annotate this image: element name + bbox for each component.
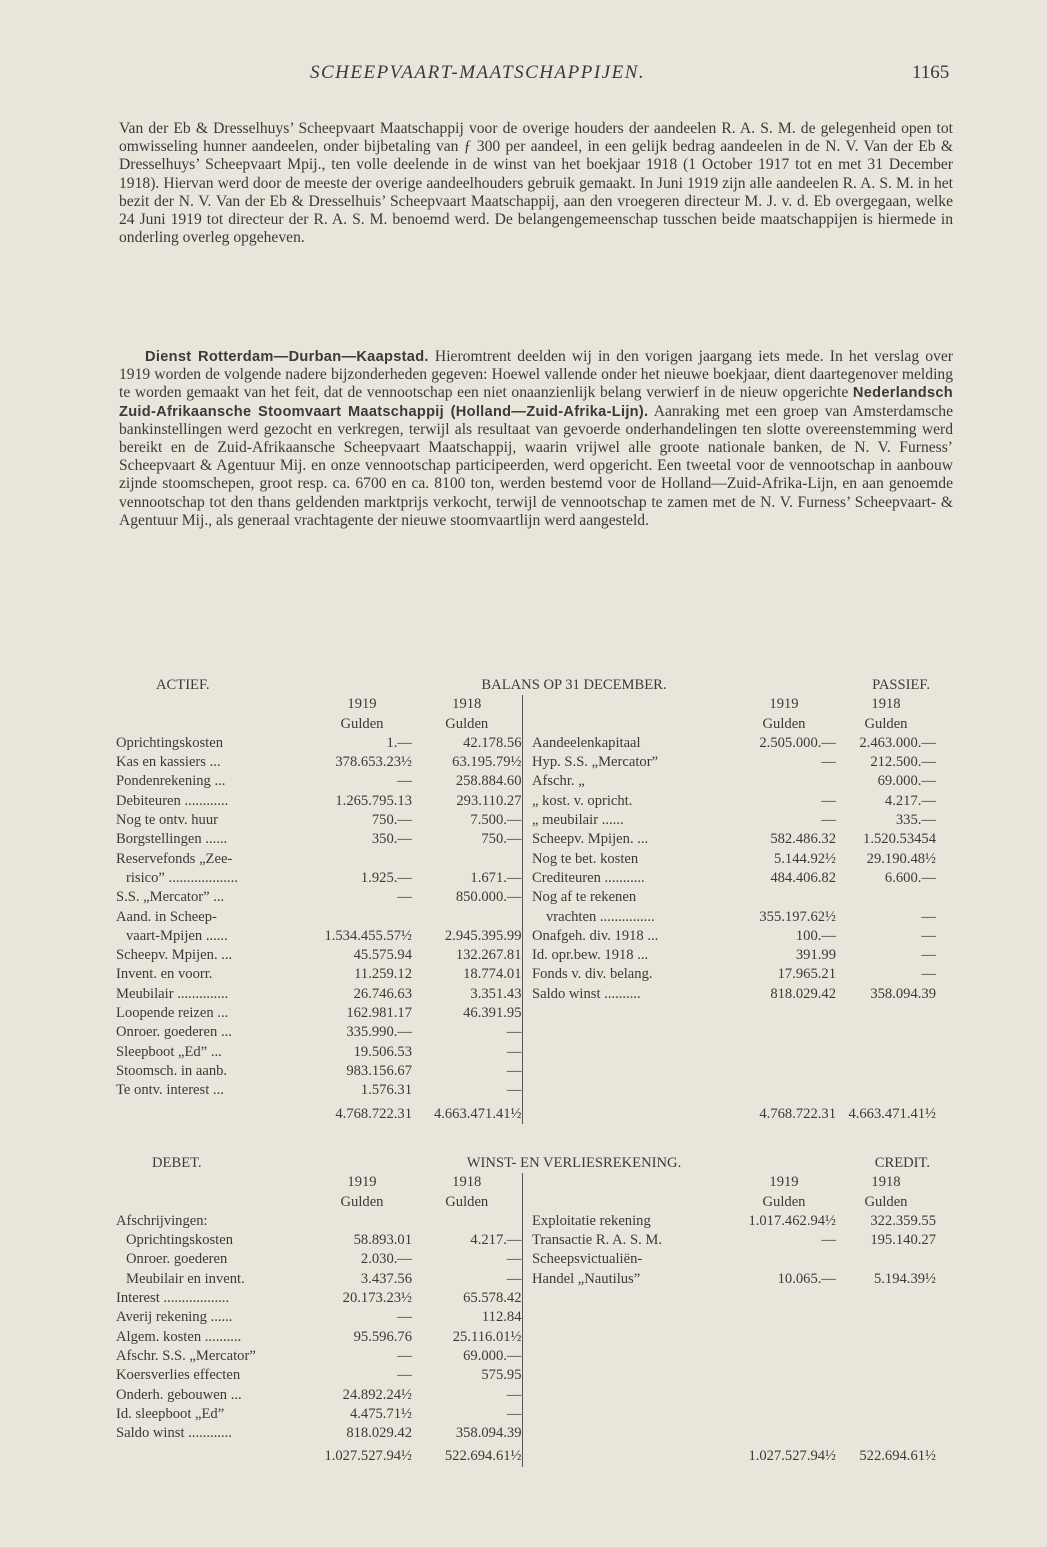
value-cell: 212.500.— [870,754,936,771]
row-label-left: Interest .................. [116,1290,230,1307]
column-divider [522,772,532,791]
value-cell: 5.194.39½ [873,1270,936,1287]
row-label-left: vaart-Mpijen ...... [126,927,228,944]
value-cell: — [506,1270,522,1287]
value-cell [732,1328,836,1347]
column-divider [522,965,532,984]
value-cell: 818.029.42 [346,1425,412,1442]
row-label-right: „ meubilair ...... [532,812,624,829]
value-cell: 45.575.94 [353,947,412,964]
row-label-left: Afschr. S.S. „Mercator” [116,1347,256,1364]
row-label-right: Handel „Nautilus” [532,1270,641,1287]
value-cell [732,1405,836,1424]
row-label-left: Borgstellingen ...... [116,831,228,848]
year-1918: 1918 [871,696,901,713]
value-cell [836,1289,936,1308]
unit-header-row [116,1193,936,1212]
column-divider [522,1289,532,1308]
row-label-left: Meubilair .............. [116,985,229,1002]
row-label-left: Scheepv. Mpijen. ... [116,947,233,964]
value-cell: 29.190.48½ [866,850,936,867]
value-cell: 2.030.— [360,1251,412,1268]
value-cell: 42.178.56 [463,734,522,751]
row-label-right: Transactie R. A. S. M. [532,1232,663,1249]
value-cell: — [506,1251,522,1268]
value-cell: 65.578.42 [463,1290,522,1307]
running-title: SCHEEPVAART-MAATSCHAPPIJEN. [310,62,646,83]
running-header [0,62,1047,92]
value-cell: 4.217.— [470,1232,522,1249]
table-row [116,1289,936,1308]
column-divider [522,850,532,869]
value-cell [836,1062,936,1081]
value-cell: — [921,966,936,983]
value-cell: 484.406.82 [770,869,836,886]
row-label-right [532,1405,732,1424]
row-label-left: Reservefonds „Zee- [116,850,233,867]
unit-label: Gulden [762,715,806,732]
table-row [116,1250,936,1269]
value-cell: — [397,1309,412,1326]
value-cell [836,1004,936,1023]
row-label-left: Saldo winst ............ [116,1425,232,1442]
row-label-right [532,1043,732,1062]
table-row [116,734,936,753]
table-row [116,1270,936,1289]
value-cell [732,1366,836,1385]
value-cell: 378.653.23½ [335,754,412,771]
total-cell: 4.768.722.31 [759,1105,836,1122]
table-row [116,1004,936,1023]
row-label-left: Koersverlies effecten [116,1367,241,1384]
value-cell: 2.463.000.— [859,734,936,751]
table-row [116,1062,936,1081]
totals-row [116,1443,936,1466]
table-row [116,985,936,1004]
row-label-right: Scheepv. Mpijen. ... [532,831,649,848]
year-1919: 1919 [769,696,799,713]
value-cell [732,1043,836,1062]
row-label-right [532,1081,732,1100]
column-divider [522,1023,532,1042]
value-cell [312,1212,412,1231]
row-label-right: Aandeelenkapitaal [532,734,641,751]
value-cell: — [397,1367,412,1384]
paragraph-dienst [119,348,953,530]
value-cell: 69.000.— [463,1347,522,1364]
value-cell: — [821,792,836,809]
year-1918: 1918 [452,1174,482,1191]
table-row [116,772,936,791]
table-row [116,1308,936,1327]
value-cell: 18.774.01 [463,966,522,983]
year-1918: 1918 [452,696,482,713]
value-cell [412,850,522,869]
value-cell: — [921,947,936,964]
column-divider [522,946,532,965]
column-divider [522,753,532,772]
table-row [116,1366,936,1385]
unit-label: Gulden [864,715,908,732]
value-cell [732,1347,836,1366]
value-cell: 3.351.43 [470,985,522,1002]
value-cell [836,1328,936,1347]
row-label-left: Debiteuren ............ [116,792,229,809]
row-label-right [532,1308,732,1327]
row-label-right: Id. opr.bew. 1918 ... [532,947,649,964]
value-cell [836,1366,936,1385]
year-1918: 1918 [871,1174,901,1191]
value-cell: 95.596.76 [353,1328,412,1345]
column-divider [522,1004,532,1023]
row-label-left: Stoomsch. in aanb. [116,1062,228,1079]
table-row [116,1424,936,1443]
value-cell: 258.884.60 [455,773,522,790]
table-row [116,965,936,984]
table-row [116,1023,936,1042]
value-cell: 818.029.42 [770,985,836,1002]
year-1919: 1919 [347,1174,377,1191]
page-number: 1165 [912,62,950,83]
value-cell: 358.094.39 [455,1425,522,1442]
column-divider [522,1081,532,1100]
unit-label: Gulden [340,1193,384,1210]
debet-label: DEBET. [152,1155,202,1171]
unit-header-row [116,715,936,734]
row-label-left: Nog te ontv. huur [116,812,219,829]
value-cell: 3.437.56 [360,1270,412,1287]
row-label-right: Hyp. S.S. „Mercator” [532,754,659,771]
value-cell: 850.000.— [455,889,522,906]
row-label-left: Invent. en voorr. [116,966,213,983]
column-divider [522,985,532,1004]
table-row [116,1328,936,1347]
table-row [116,1347,936,1366]
value-cell [732,1023,836,1042]
row-label-right: Fonds v. div. belang. [532,966,653,983]
value-cell: 26.746.63 [353,985,412,1002]
value-cell [732,888,836,907]
year-1919: 1919 [769,1174,799,1191]
table-row [116,1405,936,1424]
column-divider [522,792,532,811]
column-divider [522,1386,532,1405]
profit-loss-table [116,1154,936,1467]
total-cell: 4.663.471.41½ [433,1105,522,1122]
value-cell: 4.475.71½ [349,1405,412,1422]
table-title-row [116,676,936,695]
table-row [116,1231,936,1250]
value-cell: 355.197.62½ [759,908,836,925]
value-cell: — [821,754,836,771]
value-cell [732,1250,836,1269]
column-divider [522,1043,532,1062]
value-cell: 391.99 [795,947,836,964]
row-label-left: Aand. in Scheep- [116,908,217,925]
table-row [116,753,936,772]
value-cell [836,1043,936,1062]
value-cell: 350.— [371,831,412,848]
value-cell: 1.925.— [360,869,412,886]
row-label-left: Afschrijvingen: [116,1212,208,1229]
value-cell: 322.359.55 [870,1212,936,1229]
unit-label: Gulden [445,1193,489,1210]
credit-label: CREDIT. [874,1155,930,1171]
column-divider [522,927,532,946]
value-cell: 162.981.17 [346,1005,412,1022]
value-cell: 1.520.53454 [863,831,936,848]
value-cell [732,1386,836,1405]
value-cell: 17.965.21 [777,966,836,983]
value-cell [732,1004,836,1023]
value-cell [732,772,836,791]
value-cell: 582.486.32 [770,831,836,848]
year-1919: 1919 [347,696,377,713]
value-cell [836,1424,936,1443]
row-label-right [532,1328,732,1347]
value-cell: 750.— [481,831,522,848]
unit-label: Gulden [445,715,489,732]
value-cell: 358.094.39 [870,985,936,1002]
row-label-left: Loopende reizen ... [116,1005,229,1022]
value-cell: — [821,1232,836,1249]
total-cell: 522.694.61½ [444,1448,522,1465]
value-cell: 11.259.12 [354,966,412,983]
value-cell: — [397,889,412,906]
company-name: Nederlandsch Zuid-Afrikaansche Stoomvaart Maatschappij (Holland—Zuid-Afrika-Lijn). [119,385,953,420]
row-label-left: Onroer. goederen ... [116,1024,232,1041]
row-label-right: Crediteuren ........... [532,869,645,886]
column-divider [522,1308,532,1327]
value-cell: 10.065.— [777,1270,836,1287]
total-cell: 1.027.527.94½ [748,1448,836,1465]
balance-title: BALANS OP 31 DECEMBER. [481,677,667,693]
total-cell: 4.768.722.31 [335,1105,412,1122]
column-divider [522,1328,532,1347]
value-cell: — [921,908,936,925]
table-row [116,1043,936,1062]
row-label-right [532,1386,732,1405]
value-cell: — [821,812,836,829]
value-cell: — [397,773,412,790]
column-divider [522,811,532,830]
value-cell: 750.— [371,812,412,829]
value-cell: 2.945.395.99 [444,927,522,944]
row-label-left: Id. sleepboot „Ed” [116,1405,225,1422]
column-divider [522,869,532,888]
row-label-right: Saldo winst .......... [532,985,641,1002]
table-row [116,811,936,830]
value-cell: 4.217.— [884,792,936,809]
actief-label: ACTIEF. [156,677,210,693]
value-cell: — [506,1386,522,1403]
value-cell [836,1347,936,1366]
row-label-left: risico” ................... [126,869,238,886]
value-cell: 63.195.79½ [452,754,522,771]
paragraph-continuation: Van der Eb & Dresselhuys’ Scheepvaart Maatschappij voor de overige houders der aandeelen R. A. S. M. de gelegenheid open tot omwisseling hunner aandeelen, onder bijbetaling van ƒ 300 per aandeel, in een gelijk bedrag aandeelen in de N. V. Van der Eb & Dresselhuys’ Scheepvaart Mpij., ten volle deelende in de winst van het boekjaar 1918 (1 October 1917 tot en met 31 December 1918). Hiervan werd door de meeste der overige aandeelhouders gebruik gemaakt. In Juni 1919 zijn alle aandeelen R. A. S. M. in het bezit der N. V. Van der Eb & Dresselhuis’ Scheepvaart Maatschappij, aan den vroegeren directeur M. J. v. d. Eb overgegaan, welke 24 Juni 1919 tot directeur der R. A. S. M. benoemd werd. De belangengemeenschap tusschen beide maatschappijen is hiermede in onderling overleg opgeheven. [119,120,953,247]
value-cell [836,1308,936,1327]
column-divider [522,1212,532,1231]
value-cell: 5.144.92½ [773,850,836,867]
table-row [116,1386,936,1405]
table-row [116,888,936,907]
value-cell: — [506,1062,522,1079]
row-label-left: Oprichtingskosten [126,1232,234,1249]
value-cell: — [506,1043,522,1060]
value-cell [312,908,412,927]
value-cell: — [506,1082,522,1099]
row-label-left: Pondenrekening ... [116,773,226,790]
year-header-row [116,1173,936,1192]
unit-label: Gulden [340,715,384,732]
value-cell: 24.892.24½ [342,1386,412,1403]
table-row [116,792,936,811]
value-cell: 1.671.— [470,869,522,886]
passief-label: PASSIEF. [872,677,930,693]
value-cell: 20.173.23½ [342,1290,412,1307]
column-divider [522,1062,532,1081]
table-row [116,908,936,927]
value-cell: 1.017.462.94½ [748,1212,836,1229]
balance-sheet-table [116,676,936,1124]
table-row [116,1081,936,1100]
row-label-right: Scheepsvictualiën- [532,1251,643,1268]
row-label-right: „ kost. v. opricht. [532,792,633,809]
value-cell [412,908,522,927]
row-label-right [532,1023,732,1042]
value-cell: 1.576.31 [360,1082,412,1099]
value-cell: 1.265.795.13 [335,792,412,809]
row-label-left: Kas en kassiers ... [116,754,221,771]
row-label-right [532,1289,732,1308]
value-cell: 1.534.455.57½ [324,927,412,944]
value-cell [732,1308,836,1327]
value-cell: 195.140.27 [870,1232,936,1249]
row-label-right: vrachten ............... [546,908,655,925]
value-cell: 132.267.81 [455,947,522,964]
value-cell: — [506,1405,522,1422]
value-cell: 19.506.53 [353,1043,412,1060]
totals-row [116,1101,936,1124]
column-divider [522,1347,532,1366]
value-cell [836,1405,936,1424]
section-heading: Dienst Rotterdam—Durban—Kaapstad. [145,349,429,365]
column-divider [522,908,532,927]
value-cell: 6.600.— [884,869,936,886]
column-divider [522,1366,532,1385]
pl-title: WINST- EN VERLIESREKENING. [466,1155,682,1171]
value-cell: 293.110.27 [456,792,522,809]
table-row [116,946,936,965]
row-label-left: Oprichtingskosten [116,734,224,751]
value-cell [732,1081,836,1100]
row-label-right [532,1347,732,1366]
value-cell: 112.84 [481,1309,522,1326]
row-label-right [532,1366,732,1385]
column-divider [522,1405,532,1424]
value-cell: — [506,1024,522,1041]
row-label-right: Nog af te rekenen [532,889,637,906]
value-cell [836,1250,936,1269]
value-cell: 335.— [895,812,936,829]
value-cell: 1.— [386,734,412,751]
row-label-left: Onderh. gebouwen ... [116,1386,242,1403]
row-label-right [532,1004,732,1023]
value-cell: 100.— [795,927,836,944]
value-cell [836,888,936,907]
value-cell: — [397,1347,412,1364]
value-cell [836,1386,936,1405]
row-label-left: Algem. kosten .......... [116,1328,242,1345]
unit-label: Gulden [864,1193,908,1210]
value-cell: 46.391.95 [463,1005,522,1022]
row-label-right: Exploitatie rekening [532,1212,651,1229]
value-cell: 2.505.000.— [759,734,836,751]
table-row [116,869,936,888]
paragraph-text-a: Hieromtrent deelden wij in den vorigen jaargang iets mede. In het verslag over 1919 worden de volgende nadere bijzonderheden gegeven: Hoewel vallende onder het nieuwe boekjaar, dient daartegenover melding te worden gemaakt van het feit, dat de vennootschap een niet onaanzienlijk belang verwierf in de nieuw opgerichte [119,348,953,402]
value-cell [412,1212,522,1231]
value-cell: 335.990.— [346,1024,412,1041]
value-cell [732,1424,836,1443]
value-cell [732,1062,836,1081]
value-cell [836,1023,936,1042]
row-label-right: Onafgeh. div. 1918 ... [532,927,659,944]
value-cell [732,1289,836,1308]
row-label-right [532,1424,732,1443]
column-divider [522,1424,532,1443]
column-divider [522,734,532,753]
row-label-left: Onroer. goederen [126,1251,228,1268]
value-cell: 58.893.01 [353,1232,412,1249]
column-divider [522,1231,532,1250]
value-cell: 983.156.67 [346,1062,412,1079]
row-label-right [532,1062,732,1081]
value-cell [836,1081,936,1100]
row-label-left: Sleepboot „Ed” ... [116,1043,222,1060]
table-title-row [116,1154,936,1173]
value-cell: 25.116.01½ [452,1328,522,1345]
row-label-left: Meubilair en invent. [126,1270,245,1287]
table-row [116,830,936,849]
table-row [116,850,936,869]
column-divider [522,888,532,907]
value-cell: — [921,927,936,944]
table-row [116,927,936,946]
value-cell: 575.95 [481,1367,522,1384]
column-divider [522,1250,532,1269]
row-label-left: Averij rekening ...... [116,1309,233,1326]
year-header-row [116,695,936,714]
column-divider [522,830,532,849]
row-label-left: S.S. „Mercator” ... [116,889,225,906]
row-label-left: Te ontv. interest ... [116,1082,224,1099]
total-cell: 4.663.471.41½ [848,1105,936,1122]
row-label-right: Afschr. „ [532,773,585,790]
unit-label: Gulden [762,1193,806,1210]
table-row [116,1212,936,1231]
value-cell: 7.500.— [470,812,522,829]
paragraph-text-b: Aanraking met een groep van Amsterdamsche bankinstellingen werd gezocht en verkregen, terwijl als resultaat van gevoerde onderhandelingen ten slotte overeenstemming werd bereikt en de Zuid-Afrikaansche Scheepvaart Maatschappij, waarin vrijwel alle groote nationale banken, de N. V. Furness’ Scheepvaart & Agentuur Mij. en onze vennootschap participeerden, werd opgericht. Een tweetal voor de vennootschap in aanbouw zijnde stoomschepen, groot resp. ca. 6700 en ca. 8100 ton, werden bestemd voor de Holland—Zuid-Afrika-Lijn, en aan genoemde vennootschap tot den thans geldenden marktprijs verkocht, terwijl de vennootschap te zamen met de N. V. Furness’ Scheepvaart- & Agentuur Mij., als generaal vrachtagente der nieuwe stoomvaartlijn werd aangesteld. [119,402,953,529]
total-cell: 1.027.527.94½ [324,1448,412,1465]
column-divider [522,1270,532,1289]
value-cell: 69.000.— [877,773,936,790]
total-cell: 522.694.61½ [859,1448,936,1465]
row-label-right: Nog te bet. kosten [532,850,639,867]
value-cell [312,850,412,869]
